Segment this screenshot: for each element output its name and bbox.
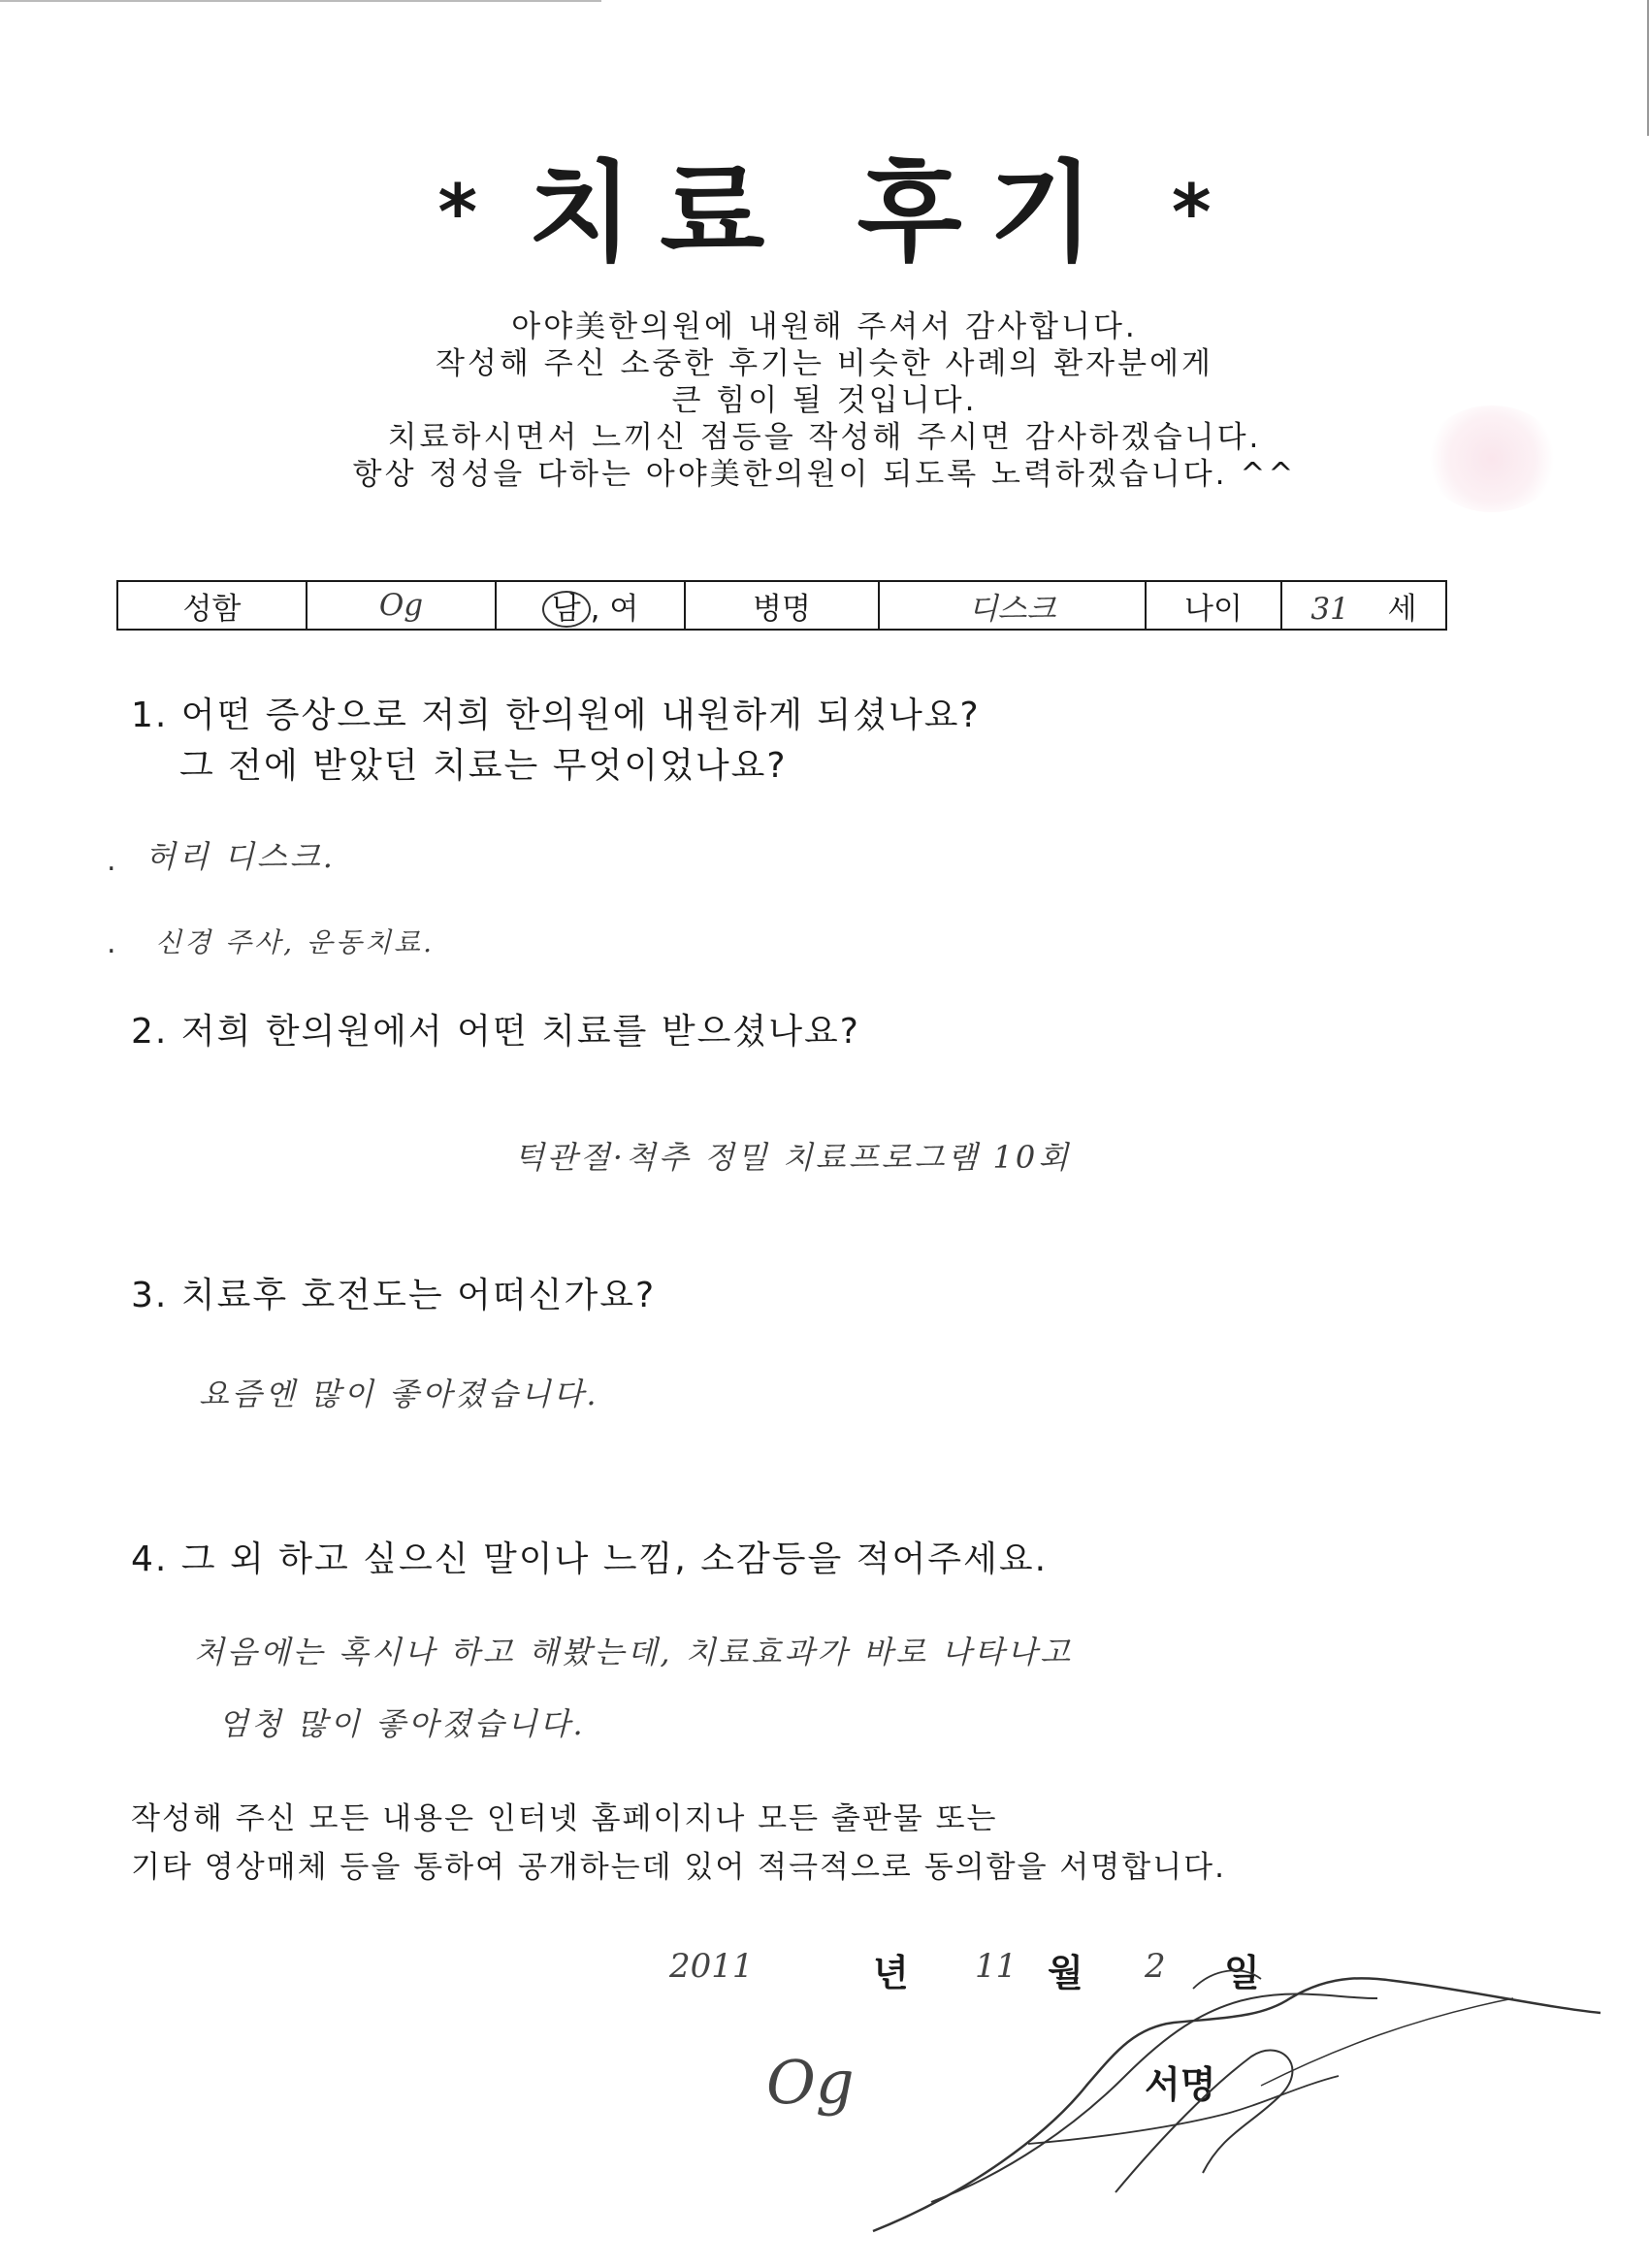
question-1-line-1: 1. 어떤 증상으로 저희 한의원에 내원하게 되셨나요? <box>131 696 981 735</box>
question-1 <box>131 691 981 792</box>
day-label: 일 <box>1224 1952 1260 1994</box>
signature-label: 서명 <box>1145 2063 1216 2106</box>
name-field[interactable] <box>307 581 496 630</box>
name-value: Og <box>378 588 424 623</box>
signer-name: Og <box>766 2047 855 2118</box>
answer-bullet: . <box>107 844 116 878</box>
answer-4-line-2: 엄청 많이 좋아졌습니다. <box>218 1705 586 1742</box>
age-field[interactable] <box>1281 581 1446 630</box>
intro-line: 항상 정성을 다하는 아야美한의원이 되도록 노력하겠습니다. ^^ <box>352 457 1297 492</box>
question-3: 3. 치료후 호전도는 어떠신가요? <box>131 1276 657 1315</box>
question-2: 2. 저희 한의원에서 어떤 치료를 받으셨나요? <box>131 1012 860 1052</box>
consent-line: 기타 영상매체 등을 통하여 공개하는데 있어 적극적으로 동의함을 서명합니다. <box>131 1850 1226 1885</box>
question-1-line-2: 그 전에 받았던 치료는 무엇이었나요? <box>179 746 788 786</box>
year-value: 2011 <box>669 1947 754 1986</box>
disease-label: 병명 <box>685 581 879 630</box>
month-value: 11 <box>975 1947 1018 1986</box>
title-text: 치료 후기 <box>528 150 1121 276</box>
disease-field[interactable] <box>879 581 1146 630</box>
intro-line: 큰 힘이 될 것입니다. <box>671 383 978 418</box>
consent-line: 작성해 주신 모든 내용은 인터넷 홈페이지나 모든 출판물 또는 <box>131 1801 998 1836</box>
age-label: 나이 <box>1146 581 1281 630</box>
answer-2: 턱관절·척추 정밀 치료프로그램 10회 <box>514 1139 1072 1176</box>
gender-separator: , <box>590 591 600 627</box>
intro-paragraph <box>0 308 1649 493</box>
intro-line: 작성해 주신 소중한 후기는 비슷한 사례의 환자분에게 <box>436 346 1213 381</box>
gender-female: 여 <box>609 591 639 627</box>
year-label: 년 <box>873 1952 909 1994</box>
answer-4-line-1: 처음에는 혹시나 하고 해봤는데, 치료효과가 바로 나타나고 <box>194 1634 1074 1670</box>
answer-3: 요즘엔 많이 좋아졌습니다. <box>199 1376 599 1412</box>
month-label: 월 <box>1048 1952 1083 1994</box>
disease-value: 디스크 <box>968 591 1056 627</box>
intro-line: 아야美한의원에 내원해 주셔서 감사합니다. <box>511 309 1138 344</box>
patient-info-table <box>116 580 1447 631</box>
day-value: 2 <box>1145 1947 1166 1986</box>
faint-stamp-mark <box>1424 405 1560 512</box>
intro-line: 치료하시면서 느끼신 점등을 작성해 주시면 감사하겠습니다. <box>387 420 1262 455</box>
title-star-right: * <box>1171 170 1212 257</box>
age-value: 31 <box>1310 591 1349 627</box>
age-unit: 세 <box>1387 591 1417 627</box>
gender-field[interactable] <box>496 581 685 630</box>
answer-bullet: . <box>107 926 116 960</box>
question-4: 4. 그 외 하고 싶으신 말이나 느낌, 소감등을 적어주세요. <box>131 1539 1049 1579</box>
answer-1-line-2: 신경 주사, 운동치료. <box>155 926 435 958</box>
gender-male-selected: 남 <box>542 591 591 628</box>
name-label: 성함 <box>117 581 307 630</box>
scan-edge-line <box>0 0 601 2</box>
answer-1-line-1: 허리 디스크. <box>146 838 336 875</box>
title-star-left: * <box>437 170 478 257</box>
consent-statement <box>131 1795 1226 1892</box>
date-row <box>0 1935 1649 2003</box>
form-title <box>0 146 1649 281</box>
